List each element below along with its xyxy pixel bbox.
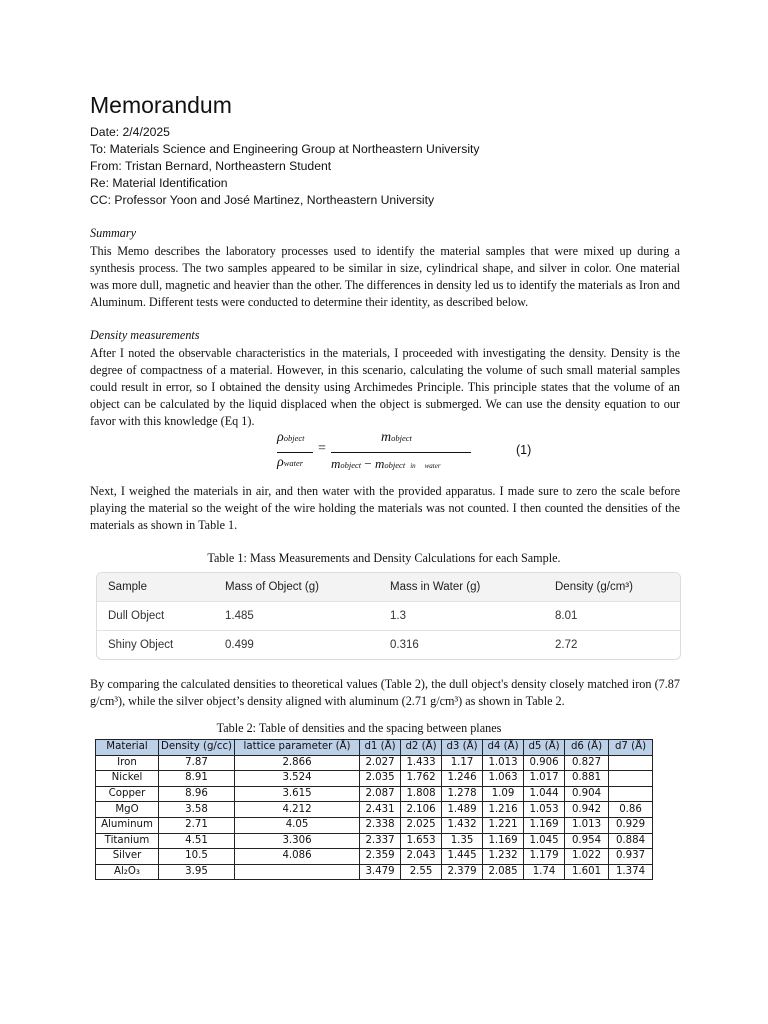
table2-cell: 4.086	[235, 849, 360, 865]
table2-cell: Iron	[96, 755, 159, 771]
table2-cell: Titanium	[96, 833, 159, 849]
table2-cell: 2.025	[401, 817, 442, 833]
eq-fraction-bar-right	[331, 452, 471, 453]
table2-cell: 1.232	[483, 849, 524, 865]
table2-header-cell: d3 (Å)	[442, 740, 483, 756]
table2-cell: 2.106	[401, 802, 442, 818]
table2-cell: 3.479	[360, 864, 401, 880]
table2-cell: 2.337	[360, 833, 401, 849]
table-row	[96, 849, 653, 865]
table2-cell: 2.55	[401, 864, 442, 880]
table2	[95, 739, 653, 880]
table2-cell: 4.51	[159, 833, 235, 849]
table2-cell: 0.942	[565, 802, 609, 818]
table-row	[96, 771, 653, 787]
table2-header-cell: Density (g/cc)	[159, 740, 235, 756]
table1-cell: 1.485	[225, 610, 254, 622]
table2-cell: 1.013	[565, 817, 609, 833]
table2-cell: 0.906	[524, 755, 565, 771]
table2-header-cell: d7 (Å)	[609, 740, 653, 756]
memo-from: From: Tristan Bernard, Northeastern Student	[90, 159, 332, 174]
table2-cell	[609, 786, 653, 802]
table2-cell: 1.278	[442, 786, 483, 802]
table1-header-cell: Sample	[108, 581, 147, 593]
table1-header-row	[97, 573, 680, 601]
table1-header-cell: Density (g/cm³)	[555, 581, 633, 593]
eq-fraction-bar-left	[277, 452, 313, 453]
memo-header	[90, 124, 480, 209]
table2-cell: 1.044	[524, 786, 565, 802]
table2-header-cell: d6 (Å)	[565, 740, 609, 756]
table2-cell: 2.085	[483, 864, 524, 880]
table2-cell: 1.179	[524, 849, 565, 865]
density-equation	[275, 428, 575, 478]
table-row	[97, 601, 680, 630]
eq-denominator: mobject − mobject in water	[331, 456, 441, 471]
table1-cell: 0.316	[390, 639, 419, 651]
table2-cell	[609, 771, 653, 787]
table1-caption: Table 1: Mass Measurements and Density Calculations for each Sample.	[207, 551, 561, 565]
table2-cell	[235, 864, 360, 880]
memo-date: Date: 2/4/2025	[90, 125, 170, 139]
table-row	[96, 833, 653, 849]
table2-cell: Nickel	[96, 771, 159, 787]
table2-cell: 1.022	[565, 849, 609, 865]
summary-paragraph: This Memo describes the laboratory processes used to identify the material samples that were mixed up during a synthesis process. The two samples appeared to be similar in size, cylindrical shape, and silver in color. One material was more dull, magnetic and heavier than the other. The differences in density led us to identify the materials as Iron and Aluminum. Different tests were conducted to determine their identity, as described below.	[90, 244, 680, 309]
table2-cell: 1.169	[483, 833, 524, 849]
memo-cc: CC: Professor Yoon and José Martinez, Northeastern University	[90, 193, 435, 208]
table2-cell: 1.013	[483, 755, 524, 771]
table2-cell: 1.432	[442, 817, 483, 833]
table1-cell: Dull Object	[108, 610, 165, 622]
table2-cell: 3.524	[235, 771, 360, 787]
table2-header-cell: d2 (Å)	[401, 740, 442, 756]
table2-cell: 4.212	[235, 802, 360, 818]
table2-cell: 1.221	[483, 817, 524, 833]
table2-header-cell: lattice parameter (Å)	[235, 740, 360, 756]
table2-header-cell: Material	[96, 740, 159, 756]
eq-m-object: mobject	[381, 430, 412, 445]
table2-cell: 0.937	[609, 849, 653, 865]
table1-header-cell: Mass in Water (g)	[390, 581, 481, 593]
table2-cell: Al₂O₃	[96, 864, 159, 880]
table2-header-row	[96, 740, 653, 756]
table2-cell: 3.95	[159, 864, 235, 880]
table2-cell: 1.601	[565, 864, 609, 880]
table2-cell: 1.053	[524, 802, 565, 818]
table2-cell: 1.017	[524, 771, 565, 787]
table1-cell: 1.3	[390, 610, 406, 622]
table2-cell: 1.169	[524, 817, 565, 833]
table2-cell: 0.881	[565, 771, 609, 787]
table2-cell: Aluminum	[96, 817, 159, 833]
table2-cell: 3.615	[235, 786, 360, 802]
table2-cell: 1.74	[524, 864, 565, 880]
procedure-paragraph: Next, I weighed the materials in air, and then water with the provided apparatus. I made sure to zero the scale before playing the material so the weight of the wire holding the materials was not counted. I then counted the densities of the materials as shown in Table 1.	[90, 484, 680, 532]
table1	[96, 572, 681, 660]
memo-to: To: Materials Science and Engineering Group at Northeastern University	[90, 142, 480, 157]
table2-cell: 2.866	[235, 755, 360, 771]
table-row	[97, 630, 680, 659]
table2-cell: 1.445	[442, 849, 483, 865]
table2-cell: 1.374	[609, 864, 653, 880]
table2-cell: MgO	[96, 802, 159, 818]
table2-cell: 1.35	[442, 833, 483, 849]
table2-header-cell: d1 (Å)	[360, 740, 401, 756]
table1-cell: 8.01	[555, 610, 578, 622]
table-row	[96, 864, 653, 880]
table1-header-cell: Mass of Object (g)	[225, 581, 319, 593]
table2-cell: 1.216	[483, 802, 524, 818]
table2-cell: 2.379	[442, 864, 483, 880]
table2-cell: 1.489	[442, 802, 483, 818]
table1-cell: Shiny Object	[108, 639, 174, 651]
table2-cell: 2.431	[360, 802, 401, 818]
table2-cell: 2.027	[360, 755, 401, 771]
eq-equals: =	[318, 441, 326, 456]
table2-cell: 1.808	[401, 786, 442, 802]
table2-cell: 0.827	[565, 755, 609, 771]
density-paragraph: After I noted the observable characteristics in the materials, I proceeded with investigating the density. Density is the degree of compactness of a material. However, in this scenario, calculating the volume of such small material samples could result in error, so I obtained the density using Archimedes Principle. This principle states that the volume of an object can be calculated by the liquid displaced when the object is submerged. We can use the density equation to our favor with this knowledge (Eq 1).	[90, 346, 680, 428]
table2-cell: 2.359	[360, 849, 401, 865]
eq-number: (1)	[516, 443, 532, 457]
table1-cell: 0.499	[225, 639, 254, 651]
density-heading: Density measurements	[90, 328, 200, 342]
table2-cell: 3.306	[235, 833, 360, 849]
table2-cell: 10.5	[159, 849, 235, 865]
table1-cell: 2.72	[555, 639, 578, 651]
table2-cell: 1.246	[442, 771, 483, 787]
eq-rho-water: ρwater	[277, 455, 304, 470]
table2-cell: 2.087	[360, 786, 401, 802]
table2-cell: 0.904	[565, 786, 609, 802]
table2-cell: 2.338	[360, 817, 401, 833]
table2-cell: 2.71	[159, 817, 235, 833]
table2-cell: 4.05	[235, 817, 360, 833]
table2-cell: 1.045	[524, 833, 565, 849]
comparison-paragraph: By comparing the calculated densities to theoretical values (Table 2), the dull object's density closely matched iron (7.87 g/cm³), while the silver object’s density aligned with aluminum (2.71 g/cm³) as shown in Table 2.	[90, 677, 680, 708]
table2-cell: 0.884	[609, 833, 653, 849]
table2-cell: 2.035	[360, 771, 401, 787]
table2-cell: 1.17	[442, 755, 483, 771]
table2-cell: Copper	[96, 786, 159, 802]
table2-header-cell: d4 (Å)	[483, 740, 524, 756]
table2-cell: 7.87	[159, 755, 235, 771]
table-row	[96, 786, 653, 802]
table2-cell: 1.433	[401, 755, 442, 771]
memo-re: Re: Material Identification	[90, 176, 228, 191]
table-row	[96, 817, 653, 833]
table2-cell	[609, 755, 653, 771]
table2-cell: Silver	[96, 849, 159, 865]
table2-cell: 1.09	[483, 786, 524, 802]
table-row	[96, 755, 653, 771]
table2-cell: 0.929	[609, 817, 653, 833]
table2-cell: 8.91	[159, 771, 235, 787]
table2-cell: 1.063	[483, 771, 524, 787]
table2-cell: 8.96	[159, 786, 235, 802]
table2-cell: 1.762	[401, 771, 442, 787]
table-row	[96, 802, 653, 818]
table2-cell: 2.043	[401, 849, 442, 865]
table2-cell: 0.86	[609, 802, 653, 818]
table2-cell: 0.954	[565, 833, 609, 849]
memo-title: Memorandum	[90, 92, 232, 118]
table2-cell: 3.58	[159, 802, 235, 818]
summary-heading: Summary	[90, 226, 137, 240]
table2-cell: 1.653	[401, 833, 442, 849]
table2-header-cell: d5 (Å)	[524, 740, 565, 756]
table2-caption: Table 2: Table of densities and the spacing between planes	[216, 721, 502, 735]
eq-rho-object: ρobject	[277, 430, 305, 445]
